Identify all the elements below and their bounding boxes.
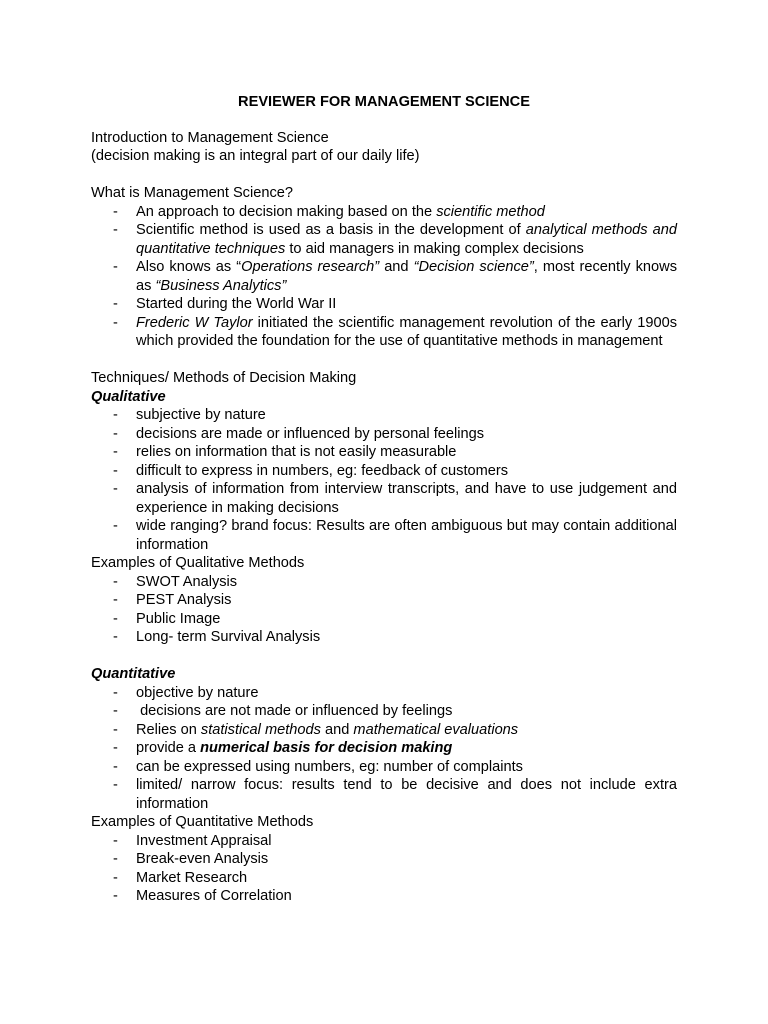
quantitative-examples-list (91, 832, 677, 906)
techniques-heading: Techniques/ Methods of Decision Making (91, 370, 357, 386)
item-emphasis: scientific method (436, 203, 545, 220)
document-page (91, 93, 677, 906)
list-item: - limited/ narrow focus: results tend to be decisive and does not include extra information (91, 776, 677, 813)
list-item (91, 314, 677, 351)
list-item: - analysis of information from interview transcripts, and have to use judgement and experience in making decisions (91, 480, 677, 517)
item-text: provide a (136, 740, 201, 756)
qualitative-heading: Qualitative (91, 388, 166, 405)
list-item: - Public Image (91, 610, 677, 629)
list-item (91, 221, 677, 258)
list-item: - Investment Appraisal (91, 832, 677, 851)
item-emphasis: “Decision science” (413, 259, 534, 275)
intro-heading: Introduction to Management Science (91, 129, 329, 146)
list-item: - SWOT Analysis (91, 573, 677, 592)
list-item: - Market Research (91, 869, 677, 888)
item-text: , most recently knows as (136, 259, 677, 294)
list-item: - relies on information that is not easily measurable (91, 443, 677, 462)
qualitative-examples-heading: Examples of Qualitative Methods (91, 555, 305, 571)
list-item (91, 203, 677, 222)
list-item: - decisions are not made or influenced by feelings (91, 702, 677, 721)
item-emphasis: statistical methods (200, 721, 321, 738)
list-item: - Break-even Analysis (91, 850, 677, 869)
what-is-heading: What is Management Science? (91, 185, 293, 201)
list-item: - difficult to express in numbers, eg: feedback of customers (91, 462, 677, 481)
item-emphasis: mathematical evaluations (353, 721, 519, 738)
qualitative-list (91, 406, 677, 554)
item-emphasis: “Business Analytics” (155, 277, 287, 294)
list-item: - PEST Analysis (91, 591, 677, 610)
spacer (91, 166, 677, 185)
list-item (91, 258, 677, 295)
list-item (91, 739, 677, 758)
item-emphasis: numerical basis for decision making (200, 740, 453, 756)
item-text: Relies on (136, 721, 201, 738)
list-item (91, 721, 677, 740)
list-item: - decisions are made or influenced by personal feelings (91, 425, 677, 444)
item-text: initiated the scientific management revolution of the early 1900s which provided the foundation for the use of quantitative methods in management (136, 314, 677, 349)
list-item: - can be expressed using numbers, eg: number of complaints (91, 758, 677, 777)
qualitative-examples-list (91, 573, 677, 647)
list-item: - subjective by nature (91, 406, 677, 425)
list-item (91, 295, 677, 314)
list-item: - wide ranging? brand focus: Results are often ambiguous but may contain additional information (91, 517, 677, 554)
item-emphasis: analytical methods and quantitative techniques (136, 222, 677, 257)
intro-subheading: (decision making is an integral part of our daily life) (91, 148, 420, 164)
list-item: - Measures of Correlation (91, 887, 677, 906)
spacer (91, 647, 677, 666)
spacer (91, 351, 677, 370)
item-text: Started during the World War II (136, 296, 337, 312)
item-text: and (320, 721, 354, 738)
list-item: - Long- term Survival Analysis (91, 628, 677, 647)
document-title: REVIEWER FOR MANAGEMENT SCIENCE (238, 94, 530, 110)
item-text: to aid managers in making complex decisions (285, 240, 584, 257)
item-text: Scientific method is used as a basis in the development of (136, 222, 526, 238)
quantitative-examples-heading: Examples of Quantitative Methods (91, 814, 314, 830)
item-text: and (379, 259, 414, 275)
list-item: - objective by nature (91, 684, 677, 703)
quantitative-heading: Quantitative (91, 666, 176, 682)
what-is-list (91, 203, 677, 351)
item-emphasis: Operations research” (241, 259, 380, 275)
item-text: Also knows as “ (136, 259, 242, 275)
item-text: An approach to decision making based on the (136, 203, 437, 220)
quantitative-list (91, 684, 677, 814)
item-emphasis: Frederic W Taylor (136, 314, 253, 331)
